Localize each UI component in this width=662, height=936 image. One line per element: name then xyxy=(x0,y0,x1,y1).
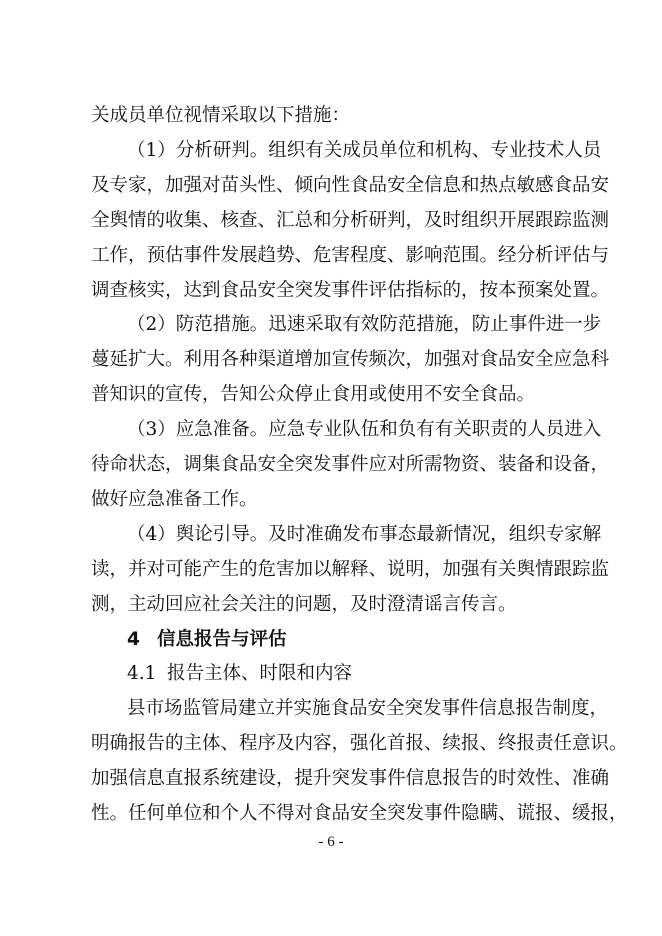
text-line: （4）舆论引导。及时准确发布事态最新情况，组织专家解 xyxy=(127,524,602,545)
text-line: （3）应急准备。应急专业队伍和负有有关职责的人员进入 xyxy=(127,419,602,440)
text-line: 性。任何单位和个人不得对食品安全突发事件隐瞒、谎报、缓报， xyxy=(91,803,628,824)
text-line: 明确报告的主体、程序及内容，强化首报、续报、终报责任意识。 xyxy=(91,733,628,754)
text-line: 调查核实，达到食品安全突发事件评估指标的，按本预案处置。 xyxy=(91,280,610,301)
subsection-number: 4.1 xyxy=(127,663,157,684)
text-line: （2）防范措施。迅速采取有效防范措施，防止事件进一步 xyxy=(127,314,602,335)
text-line: （1）分析研判。组织有关成员单位和机构、专业技术人员 xyxy=(127,140,602,161)
text-line: 普知识的宣传，告知公众停止食用或使用不安全食品。 xyxy=(91,384,536,405)
text-line: 加强信息直报系统建设，提升突发事件信息报告的时效性、准确 xyxy=(91,768,610,789)
page-number: - 6 - xyxy=(318,834,344,850)
subsection-title: 报告主体、时限和内容 xyxy=(167,663,353,684)
text-line: 县市场监管局建立并实施食品安全突发事件信息报告制度， xyxy=(127,698,609,719)
text-line: 及专家，加强对苗头性、倾向性食品安全信息和热点敏感食品安 xyxy=(91,175,610,196)
text-line: 测，主动回应社会关注的问题，及时澄清谣言传言。 xyxy=(91,594,517,615)
section-title: 信息报告与评估 xyxy=(157,629,287,650)
subsection-heading xyxy=(127,657,352,691)
section-heading xyxy=(127,623,287,657)
text-line: 全舆情的收集、核查、汇总和分析研判，及时组织开展跟踪监测 xyxy=(91,210,610,231)
text-line: 做好应急准备工作。 xyxy=(91,489,258,510)
text-line: 工作，预估事件发展趋势、危害程度、影响范围。经分析评估与 xyxy=(91,245,610,266)
text-line: 蔓延扩大。利用各种渠道增加宣传频次，加强对食品安全应急科 xyxy=(91,349,610,370)
text-line: 关成员单位视情采取以下措施： xyxy=(91,105,351,126)
text-line: 读，并对可能产生的危害加以解释、说明，加强有关舆情跟踪监 xyxy=(91,559,610,580)
text-line: 待命状态，调集食品安全突发事件应对所需物资、装备和设备， xyxy=(91,454,610,475)
section-number: 4 xyxy=(127,629,140,650)
